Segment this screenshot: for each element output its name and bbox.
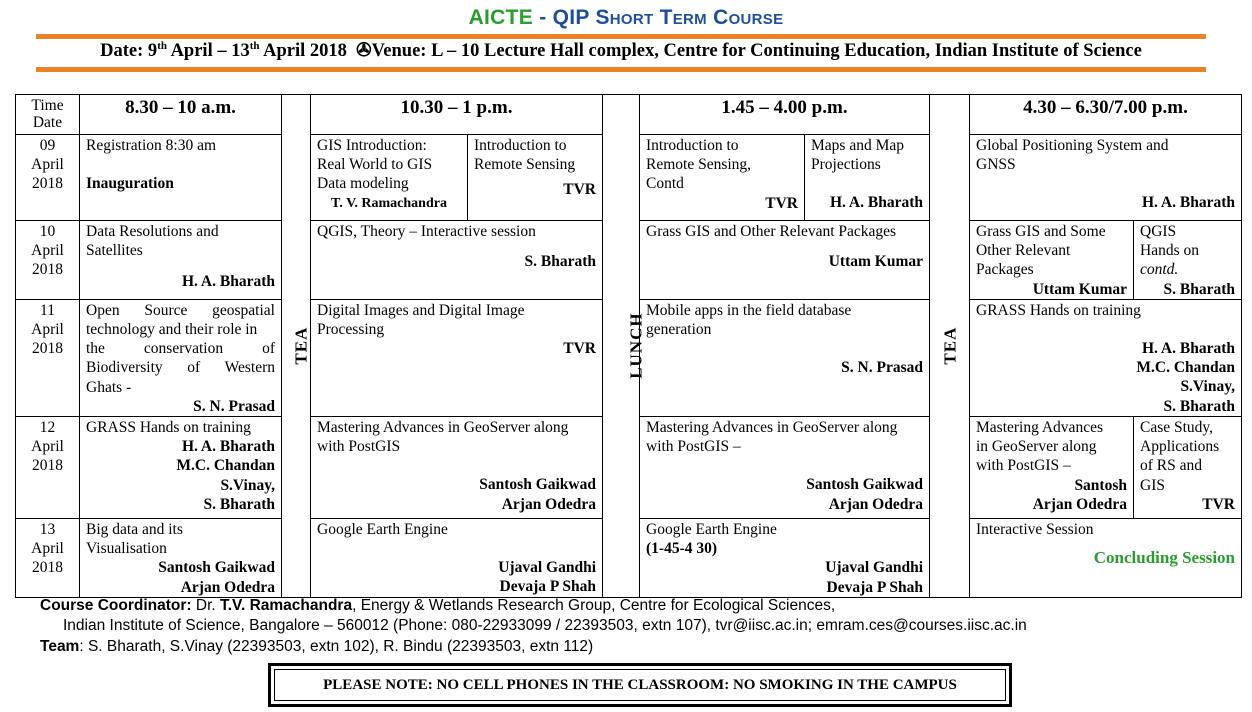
slot-header-3: 1.45 – 4.00 p.m.	[640, 95, 930, 135]
text-line: Biodiversity of Western	[86, 359, 275, 377]
text-line: Interactive Session	[976, 521, 1094, 539]
team-line	[40, 638, 593, 656]
venue-text: Venue: L – 10 Lecture Hall complex, Centre for Continuing Education, Indian Institute of Science	[371, 41, 1142, 62]
text-line: 2018	[32, 559, 63, 577]
text-line: Santosh Gaikwad	[806, 476, 923, 494]
session-cell	[311, 299, 603, 416]
text-line: Google Earth Engine	[646, 521, 777, 539]
text-line: generation	[646, 321, 712, 339]
text-line: 09	[39, 137, 56, 154]
text-line: Big data and its	[86, 521, 183, 539]
session-cell	[1134, 417, 1242, 519]
text-line: Applications	[1140, 438, 1220, 456]
tea-label-2: TEA	[939, 326, 959, 365]
session-cell	[1134, 221, 1242, 300]
header-row	[16, 95, 1242, 135]
text-line: S. Bharath	[524, 253, 596, 271]
date-end: April 2018	[259, 41, 347, 62]
text-line: with PostGIS –	[646, 438, 741, 456]
text-line: Arjan Odedra	[1032, 495, 1127, 513]
date-start: Date: 9	[100, 41, 158, 62]
session-cell	[805, 135, 930, 221]
text-line: Maps and Map	[811, 137, 904, 154]
top-rule	[36, 34, 1206, 39]
lunch-label: LUNCH	[626, 312, 646, 379]
tea-label-1: TEA	[291, 326, 311, 365]
text-line: Hands on	[1140, 242, 1199, 260]
text-line: with PostGIS –	[976, 457, 1071, 475]
session-cell	[80, 135, 282, 221]
aicte-label: AICTE	[468, 6, 534, 29]
text-line: M.C. Chandan	[176, 457, 275, 475]
corner-cell	[16, 95, 80, 135]
date-cell	[16, 221, 80, 300]
text-line: Santosh Gaikwad	[158, 559, 275, 577]
session-cell	[80, 519, 282, 598]
text-line: Mastering Advances in GeoServer along	[317, 419, 569, 437]
text-line: GNSS	[976, 156, 1016, 174]
text-line: Packages	[976, 261, 1034, 279]
notice-box	[268, 663, 1012, 707]
text-line: Dr.	[191, 597, 220, 614]
text-line: in GeoServer along	[976, 438, 1097, 456]
text-line: Ujaval Gandhi	[498, 559, 596, 577]
text-line: GIS	[1140, 476, 1165, 494]
text-line: Arjan Odedra	[501, 495, 596, 513]
date-cell	[16, 299, 80, 416]
text-line: April	[31, 438, 64, 456]
session-cell	[970, 221, 1134, 300]
text-line: 2018	[32, 457, 63, 475]
text-line: Ujaval Gandhi	[825, 559, 923, 577]
text-line: S. Bharath	[1163, 397, 1235, 415]
text-line: M.C. Chandan	[1136, 359, 1235, 377]
title-separator: -	[533, 6, 553, 29]
text-line: H. A. Bharath	[1141, 194, 1235, 212]
text-line: April	[31, 321, 64, 339]
text-line: April	[31, 540, 64, 558]
text-line: April	[31, 156, 64, 174]
coordinator-address: Indian Institute of Science, Bangalore – 560012 (Phone: 080-22933099 / 22393503, extn 107), tvr@iisc.ac.in; emram.ces@courses.iisc.ac.in	[63, 617, 1027, 634]
text-line: GIS Introduction:	[317, 137, 427, 154]
text-line: S.Vinay,	[220, 476, 275, 494]
text-line: Google Earth Engine	[317, 521, 448, 539]
text-line: Mastering Advances in GeoServer along	[646, 419, 898, 437]
text-line: Open Source geospatial	[86, 301, 275, 319]
text-line: TVR	[765, 194, 798, 212]
text-line: Introduction to	[474, 137, 567, 154]
text-line: 13	[39, 521, 56, 539]
text-line: Processing	[317, 321, 385, 339]
session-cell	[80, 299, 282, 416]
session-cell	[970, 417, 1134, 519]
text-line: Mastering Advances	[976, 419, 1103, 437]
text-line: T. V. Ramachandra	[331, 195, 447, 211]
text-line: Case Study,	[1140, 419, 1214, 437]
text-line: Introduction to	[646, 137, 739, 154]
lunch-column	[603, 95, 646, 598]
text-line: H. A. Bharath	[1141, 340, 1235, 358]
session-cell	[640, 417, 930, 519]
text-line: Other Relevant	[976, 242, 1071, 260]
text-line: Contd	[646, 175, 684, 193]
schedule-table	[15, 94, 1242, 598]
text-line: April	[31, 242, 64, 260]
date-sup-1: th	[157, 40, 167, 52]
text-line: 2018	[32, 175, 63, 193]
session-cell	[80, 221, 282, 300]
text-line: 2018	[32, 261, 63, 279]
text-line: T.V. Ramachandra	[219, 597, 353, 614]
tea-column-1	[282, 95, 311, 598]
text-line: GRASS Hands on training	[976, 301, 1141, 319]
tea-column-2	[930, 95, 970, 598]
text-line: Arjan Odedra	[180, 578, 275, 596]
text-line: contd.	[1140, 261, 1179, 279]
text-line: Data modeling	[317, 175, 409, 193]
session-cell	[468, 135, 603, 221]
text-line: H. A. Bharath	[181, 438, 275, 456]
text-line: Uttam Kumar	[828, 253, 923, 271]
text-line: Mobile apps in the field database	[646, 301, 852, 319]
text-line: Data Resolutions and	[86, 223, 219, 240]
notice-text: PLEASE NOTE: NO CELL PHONES IN THE CLASSROOM: NO SMOKING IN THE CAMPUS	[274, 669, 1006, 701]
text-line: 10	[39, 223, 56, 240]
text-line: QGIS, Theory – Interactive session	[317, 223, 536, 240]
text-line: Uttam Kumar	[1032, 280, 1127, 298]
date-cell	[16, 135, 80, 221]
session-cell	[311, 417, 603, 519]
text-line: S. Bharath	[1163, 280, 1235, 298]
text-line: the conservation of	[86, 340, 275, 358]
text-line: Visualisation	[86, 540, 167, 558]
session-cell	[80, 417, 282, 519]
session-cell	[311, 519, 603, 598]
session-cell	[970, 519, 1242, 598]
text-line: : S. Bharath, S.Vinay (22393503, extn 102), R. Bindu (22393503, extn 112)	[79, 638, 594, 655]
text-line: S. Bharath	[203, 495, 275, 513]
text-line: Arjan Odedra	[828, 495, 923, 513]
text-line: Course Coordinator:	[40, 597, 192, 614]
text-line: Team	[40, 638, 80, 655]
text-line: of RS and	[1140, 457, 1202, 475]
text-line: GRASS Hands on training	[86, 419, 251, 437]
text-line: TVR	[563, 340, 596, 358]
venue-icon: ✇	[356, 41, 372, 62]
text-line: Remote Sensing,	[646, 156, 752, 174]
text-line: Global Positioning System and	[976, 137, 1169, 154]
text-line: Projections	[811, 156, 881, 174]
session-cell	[970, 299, 1242, 416]
text-line: QGIS	[1140, 223, 1177, 240]
session-cell	[311, 221, 603, 300]
date-cell	[16, 417, 80, 519]
text-line: Inauguration	[86, 175, 174, 193]
text-line: 2018	[32, 340, 63, 358]
concluding-session: Concluding Session	[1093, 548, 1235, 568]
text-line: Remote Sensing	[474, 156, 576, 174]
session-cell	[970, 135, 1242, 221]
slot-header-4: 4.30 – 6.30/7.00 p.m.	[970, 95, 1242, 135]
text-line: Registration 8:30 am	[86, 137, 217, 154]
text-line: Devaja P Shah	[499, 578, 596, 596]
text-line: Ghats -	[86, 378, 132, 396]
slot-header-2: 10.30 – 1 p.m.	[311, 95, 603, 135]
text-line: Devaja P Shah	[826, 578, 923, 596]
session-cell	[311, 135, 468, 221]
text-line: TVR	[563, 181, 596, 199]
course-title: QIP Short Term Course	[552, 6, 784, 29]
corner-time: Time	[31, 97, 64, 114]
text-line: S.Vinay,	[1180, 378, 1235, 396]
session-cell	[640, 221, 930, 300]
page-title	[0, 6, 1252, 30]
text-line: Santosh	[1074, 476, 1127, 494]
text-line: with PostGIS	[317, 438, 401, 456]
text-line: Digital Images and Digital Image	[317, 301, 525, 319]
text-line: 12	[39, 419, 56, 437]
text-line: Grass GIS and Some	[976, 223, 1106, 240]
text-line: Santosh Gaikwad	[479, 476, 596, 494]
text-line: H. A. Bharath	[829, 194, 923, 212]
corner-date: Date	[32, 114, 63, 132]
date-sup-2: th	[249, 40, 260, 52]
text-line: S. N. Prasad	[841, 359, 923, 377]
text-line: H. A. Bharath	[181, 273, 275, 291]
session-cell	[640, 519, 930, 598]
text-line: S. N. Prasad	[193, 397, 275, 415]
text-line: Satellites	[86, 242, 143, 260]
bottom-rule	[36, 67, 1206, 72]
text-line: technology and their role in	[86, 321, 258, 339]
date-venue-line	[36, 40, 1206, 62]
date-cell	[16, 519, 80, 598]
text-line: , Energy & Wetlands Research Group, Centre for Ecological Sciences,	[352, 597, 836, 614]
text-line: 11	[40, 301, 55, 319]
text-line: TVR	[1202, 495, 1235, 513]
session-cell	[640, 299, 930, 416]
text-line: Grass GIS and Other Relevant Packages	[646, 223, 897, 240]
coordinator-line	[40, 597, 835, 615]
slot-header-1: 8.30 – 10 a.m.	[80, 95, 282, 135]
session-cell	[640, 135, 805, 221]
text-line: (1-45-4 30)	[646, 540, 718, 558]
date-middle: April – 13	[166, 41, 250, 62]
text-line: Real World to GIS	[317, 156, 433, 174]
